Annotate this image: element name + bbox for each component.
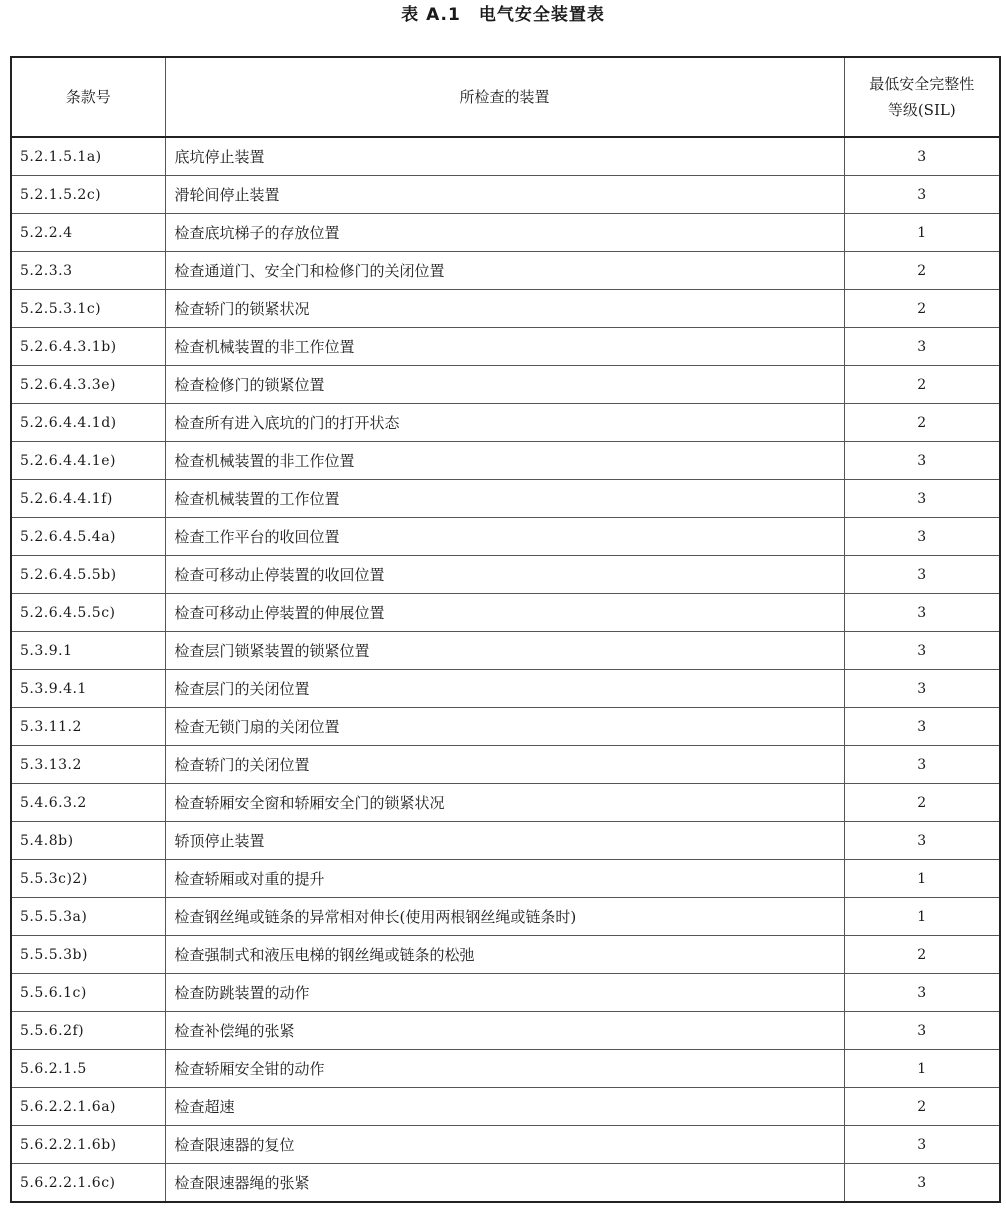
device-cell: 检查限速器绳的张紧 [165, 1164, 844, 1203]
sil-cell: 3 [844, 1164, 1000, 1203]
device-cell: 检查工作平台的收回位置 [165, 518, 844, 556]
header-clause: 条款号 [11, 57, 165, 137]
device-cell: 检查轿门的锁紧状况 [165, 290, 844, 328]
header-row [11, 57, 1000, 137]
device-cell: 检查机械装置的工作位置 [165, 480, 844, 518]
sil-cell: 3 [844, 328, 1000, 366]
table-row [11, 784, 1000, 822]
device-cell: 检查机械装置的非工作位置 [165, 328, 844, 366]
device-cell: 检查轿厢或对重的提升 [165, 860, 844, 898]
table-header [11, 57, 1000, 137]
table-row [11, 936, 1000, 974]
device-cell: 检查钢丝绳或链条的异常相对伸长(使用两根钢丝绳或链条时) [165, 898, 844, 936]
device-cell: 检查所有进入底坑的门的打开状态 [165, 404, 844, 442]
clause-cell: 5.3.11.2 [11, 708, 165, 746]
table-row [11, 328, 1000, 366]
clause-cell: 5.2.6.4.3.3e) [11, 366, 165, 404]
clause-cell: 5.6.2.2.1.6a) [11, 1088, 165, 1126]
sil-cell: 1 [844, 898, 1000, 936]
clause-cell: 5.2.2.4 [11, 214, 165, 252]
table-row [11, 974, 1000, 1012]
sil-cell: 1 [844, 1050, 1000, 1088]
clause-cell: 5.2.6.4.3.1b) [11, 328, 165, 366]
device-cell: 检查层门的关闭位置 [165, 670, 844, 708]
table-row [11, 1088, 1000, 1126]
clause-cell: 5.2.1.5.2c) [11, 176, 165, 214]
device-cell: 检查强制式和液压电梯的钢丝绳或链条的松弛 [165, 936, 844, 974]
table-row [11, 252, 1000, 290]
device-cell: 检查底坑梯子的存放位置 [165, 214, 844, 252]
sil-cell: 2 [844, 784, 1000, 822]
clause-cell: 5.2.6.4.5.5b) [11, 556, 165, 594]
table-row [11, 594, 1000, 632]
table-row [11, 708, 1000, 746]
table-row [11, 518, 1000, 556]
sil-cell: 3 [844, 822, 1000, 860]
device-cell: 检查通道门、安全门和检修门的关闭位置 [165, 252, 844, 290]
table-title: 表 A.1 电气安全装置表 [401, 5, 605, 25]
table-row [11, 822, 1000, 860]
sil-cell: 1 [844, 214, 1000, 252]
clause-cell: 5.4.8b) [11, 822, 165, 860]
clause-cell: 5.5.5.3a) [11, 898, 165, 936]
table-row [11, 1050, 1000, 1088]
clause-cell: 5.6.2.2.1.6b) [11, 1126, 165, 1164]
table-row [11, 137, 1000, 176]
clause-cell: 5.2.6.4.5.4a) [11, 518, 165, 556]
clause-cell: 5.2.6.4.4.1f) [11, 480, 165, 518]
clause-cell: 5.2.6.4.4.1e) [11, 442, 165, 480]
table-row [11, 480, 1000, 518]
header-sil-line1: 最低安全完整性 [869, 75, 975, 93]
clause-cell: 5.2.1.5.1a) [11, 137, 165, 176]
clause-cell: 5.3.9.1 [11, 632, 165, 670]
table-row [11, 1126, 1000, 1164]
device-cell: 检查无锁门扇的关闭位置 [165, 708, 844, 746]
device-cell: 检查层门锁紧装置的锁紧位置 [165, 632, 844, 670]
clause-cell: 5.2.6.4.5.5c) [11, 594, 165, 632]
device-cell: 检查机械装置的非工作位置 [165, 442, 844, 480]
sil-cell: 3 [844, 632, 1000, 670]
clause-cell: 5.2.6.4.4.1d) [11, 404, 165, 442]
device-cell: 检查可移动止停装置的收回位置 [165, 556, 844, 594]
sil-cell: 3 [844, 670, 1000, 708]
table-row [11, 1164, 1000, 1203]
clause-cell: 5.2.5.3.1c) [11, 290, 165, 328]
table-row [11, 556, 1000, 594]
sil-cell: 2 [844, 404, 1000, 442]
table-row [11, 214, 1000, 252]
clause-cell: 5.6.2.1.5 [11, 1050, 165, 1088]
sil-cell: 3 [844, 556, 1000, 594]
clause-cell: 5.2.3.3 [11, 252, 165, 290]
sil-cell: 3 [844, 974, 1000, 1012]
clause-cell: 5.4.6.3.2 [11, 784, 165, 822]
table-row [11, 670, 1000, 708]
sil-cell: 3 [844, 1126, 1000, 1164]
table-row [11, 366, 1000, 404]
device-cell: 滑轮间停止装置 [165, 176, 844, 214]
table-row [11, 176, 1000, 214]
device-cell: 检查限速器的复位 [165, 1126, 844, 1164]
clause-cell: 5.5.5.3b) [11, 936, 165, 974]
table-row [11, 632, 1000, 670]
table-row [11, 898, 1000, 936]
safety-devices-table [10, 56, 1001, 1203]
sil-cell: 2 [844, 1088, 1000, 1126]
device-cell: 检查超速 [165, 1088, 844, 1126]
device-cell: 底坑停止装置 [165, 137, 844, 176]
clause-cell: 5.5.3c)2) [11, 860, 165, 898]
table-body [11, 137, 1000, 1202]
table-row [11, 860, 1000, 898]
device-cell: 检查轿厢安全窗和轿厢安全门的锁紧状况 [165, 784, 844, 822]
header-sil [844, 57, 1000, 137]
sil-cell: 2 [844, 252, 1000, 290]
table-row [11, 746, 1000, 784]
sil-cell: 2 [844, 936, 1000, 974]
device-cell: 检查防跳装置的动作 [165, 974, 844, 1012]
sil-cell: 1 [844, 860, 1000, 898]
table-row [11, 442, 1000, 480]
sil-cell: 3 [844, 1012, 1000, 1050]
clause-cell: 5.3.13.2 [11, 746, 165, 784]
sil-cell: 3 [844, 594, 1000, 632]
clause-cell: 5.3.9.4.1 [11, 670, 165, 708]
table-row [11, 1012, 1000, 1050]
sil-cell: 2 [844, 366, 1000, 404]
sil-cell: 3 [844, 176, 1000, 214]
sil-cell: 3 [844, 746, 1000, 784]
clause-cell: 5.6.2.2.1.6c) [11, 1164, 165, 1203]
clause-cell: 5.5.6.2f) [11, 1012, 165, 1050]
sil-cell: 3 [844, 518, 1000, 556]
sil-cell: 3 [844, 480, 1000, 518]
sil-cell: 3 [844, 137, 1000, 176]
sil-cell: 3 [844, 708, 1000, 746]
device-cell: 检查补偿绳的张紧 [165, 1012, 844, 1050]
device-cell: 检查轿门的关闭位置 [165, 746, 844, 784]
sil-cell: 3 [844, 442, 1000, 480]
table-row [11, 290, 1000, 328]
device-cell: 检查轿厢安全钳的动作 [165, 1050, 844, 1088]
sil-cell: 2 [844, 290, 1000, 328]
header-device: 所检查的装置 [165, 57, 844, 137]
device-cell: 轿顶停止装置 [165, 822, 844, 860]
device-cell: 检查可移动止停装置的伸展位置 [165, 594, 844, 632]
device-cell: 检查检修门的锁紧位置 [165, 366, 844, 404]
table-row [11, 404, 1000, 442]
clause-cell: 5.5.6.1c) [11, 974, 165, 1012]
header-sil-line2: 等级(SIL) [887, 101, 956, 119]
